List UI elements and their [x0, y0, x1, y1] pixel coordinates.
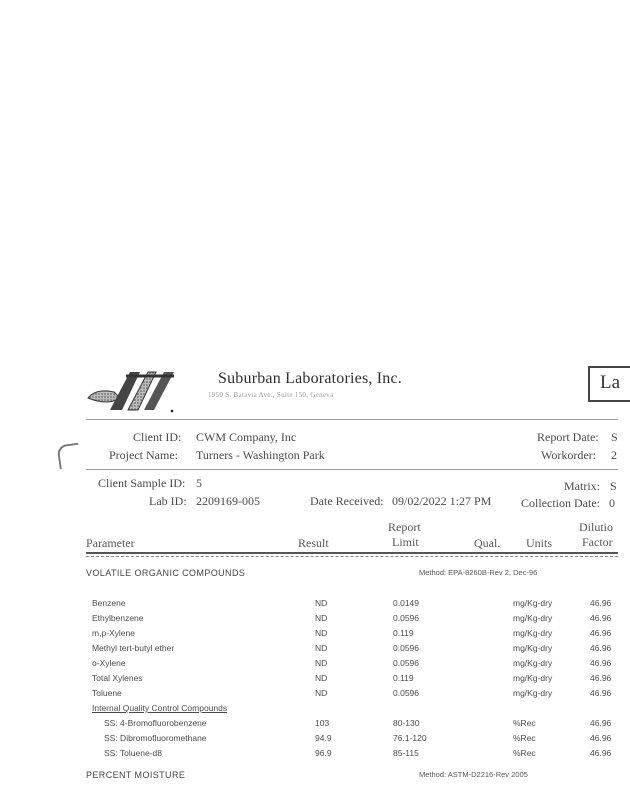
cell-units: mg/Kg-dry	[513, 613, 553, 623]
cell-units: mg/Kg-dry	[513, 673, 553, 683]
date-received-value: 09/02/2022 1:27 PM	[392, 494, 492, 508]
cell-result: ND	[315, 598, 328, 608]
section-title-voc: VOLATILE ORGANIC COMPOUNDS	[86, 568, 246, 578]
client-sample-id-value: 5	[196, 476, 202, 490]
lab-id-value: 2209169-005	[196, 494, 260, 508]
cell-param: SS: Toluene-d8	[104, 748, 162, 758]
collection-date-value: 0	[609, 496, 615, 510]
cell-result: ND	[315, 628, 328, 638]
col-header-report: Report	[388, 520, 421, 534]
cell-limit: 0.119	[393, 673, 414, 683]
cell-limit: 76.1-120	[393, 733, 427, 743]
cell-param: m,p-Xylene	[92, 628, 135, 638]
cell-dilution: 46.96	[590, 748, 612, 758]
column-header-rule	[86, 552, 618, 554]
cell-param: o-Xylene	[92, 658, 126, 668]
cell-dilution: 46.96	[590, 658, 612, 668]
matrix-label: Matrix:	[564, 479, 600, 493]
cell-units: mg/Kg-dry	[513, 688, 553, 698]
lab-id-label: Lab ID:	[149, 494, 187, 508]
cell-result: ND	[315, 658, 328, 668]
company-logo	[86, 366, 178, 414]
margin-bracket-mark	[56, 443, 81, 470]
cell-dilution: 46.96	[590, 643, 612, 653]
col-header-units: Units	[526, 536, 553, 550]
cell-limit: 0.0596	[393, 658, 419, 668]
col-header-factor: Factor	[582, 535, 613, 549]
company-address: 1950 S. Batavia Ave., Suite 150, Geneva	[208, 391, 334, 399]
cell-dilution: 46.96	[590, 673, 612, 683]
cell-units: %Rec	[513, 748, 536, 758]
workorder-label: Workorder:	[541, 448, 597, 462]
cell-units: mg/Kg-dry	[513, 628, 553, 638]
cell-result: ND	[315, 673, 328, 683]
column-header-dash-rule	[86, 556, 618, 557]
cell-param: Benzene	[92, 598, 126, 608]
project-name-value: Turners - Washington Park	[196, 448, 325, 462]
cell-limit: 0.119	[393, 628, 414, 638]
col-header-parameter: Parameter	[86, 536, 135, 550]
cell-dilution: 46.96	[590, 688, 612, 698]
cell-result: ND	[315, 613, 328, 623]
cell-dilution: 46.96	[590, 613, 612, 623]
cell-result: 103	[315, 718, 330, 728]
cell-units: %Rec	[513, 733, 536, 743]
col-header-result: Result	[298, 536, 329, 550]
client-id-label: Client ID:	[133, 430, 182, 444]
cell-param: SS: 4-Bromofluorobenzene	[104, 718, 207, 728]
report-type-label: La	[600, 372, 621, 393]
cell-param: Ethylbenzene	[92, 613, 144, 623]
cell-result: 96.9	[315, 748, 332, 758]
cell-dilution: 46.96	[590, 598, 612, 608]
cell-limit: 0.0596	[393, 688, 419, 698]
report-date-label: Report Date:	[537, 430, 599, 444]
col-header-dilution: Dilutio	[579, 520, 614, 534]
cell-units: mg/Kg-dry	[513, 658, 553, 668]
cell-param: Toluene	[92, 688, 122, 698]
cell-param: Methyl tert-butyl ether	[92, 643, 175, 653]
cell-limit: 0.0149	[393, 598, 419, 608]
section-method-moisture: Method: ASTM-D2216-Rev 2005	[419, 770, 528, 779]
cell-limit: 0.0596	[393, 643, 419, 653]
company-name: Suburban Laboratories, Inc.	[218, 370, 403, 387]
report-type-box	[588, 366, 630, 402]
cell-result: 94.9	[315, 733, 332, 743]
header-divider	[86, 419, 618, 420]
cell-units: mg/Kg-dry	[513, 598, 553, 608]
section-method-voc: Method: EPA-8260B-Rev 2, Dec-96	[419, 568, 538, 577]
cell-result: ND	[315, 643, 328, 653]
cell-units: mg/Kg-dry	[513, 643, 553, 653]
cell-param: Total Xylenes	[92, 673, 143, 683]
cell-limit: 0.0596	[393, 613, 419, 623]
cell-dilution: 46.96	[590, 718, 612, 728]
cell-result: ND	[315, 688, 328, 698]
cell-dilution: 46.96	[590, 628, 612, 638]
cell-dilution: 46.96	[590, 733, 612, 743]
section-title-moisture: PERCENT MOISTURE	[86, 770, 186, 780]
cell-limit: 85-115	[393, 748, 419, 758]
client-divider	[86, 469, 618, 470]
cell-param: SS: Dibromofluoromethane	[104, 733, 207, 743]
cell-units: %Rec	[513, 718, 536, 728]
qc-section-title: Internal Quality Control Compounds	[92, 703, 228, 713]
client-sample-id-label: Client Sample ID:	[98, 476, 186, 490]
date-received-label: Date Received:	[310, 494, 384, 508]
client-id-value: CWM Company, Inc	[196, 430, 297, 444]
workorder-value: 2	[611, 448, 617, 462]
project-name-label: Project Name:	[109, 448, 178, 462]
cell-limit: 80-130	[393, 718, 420, 728]
col-header-qual: Qual.	[474, 536, 501, 550]
col-header-limit: Limit	[392, 535, 419, 549]
matrix-value: S	[610, 479, 617, 493]
report-date-value: S	[611, 430, 618, 444]
collection-date-label: Collection Date:	[521, 496, 600, 510]
